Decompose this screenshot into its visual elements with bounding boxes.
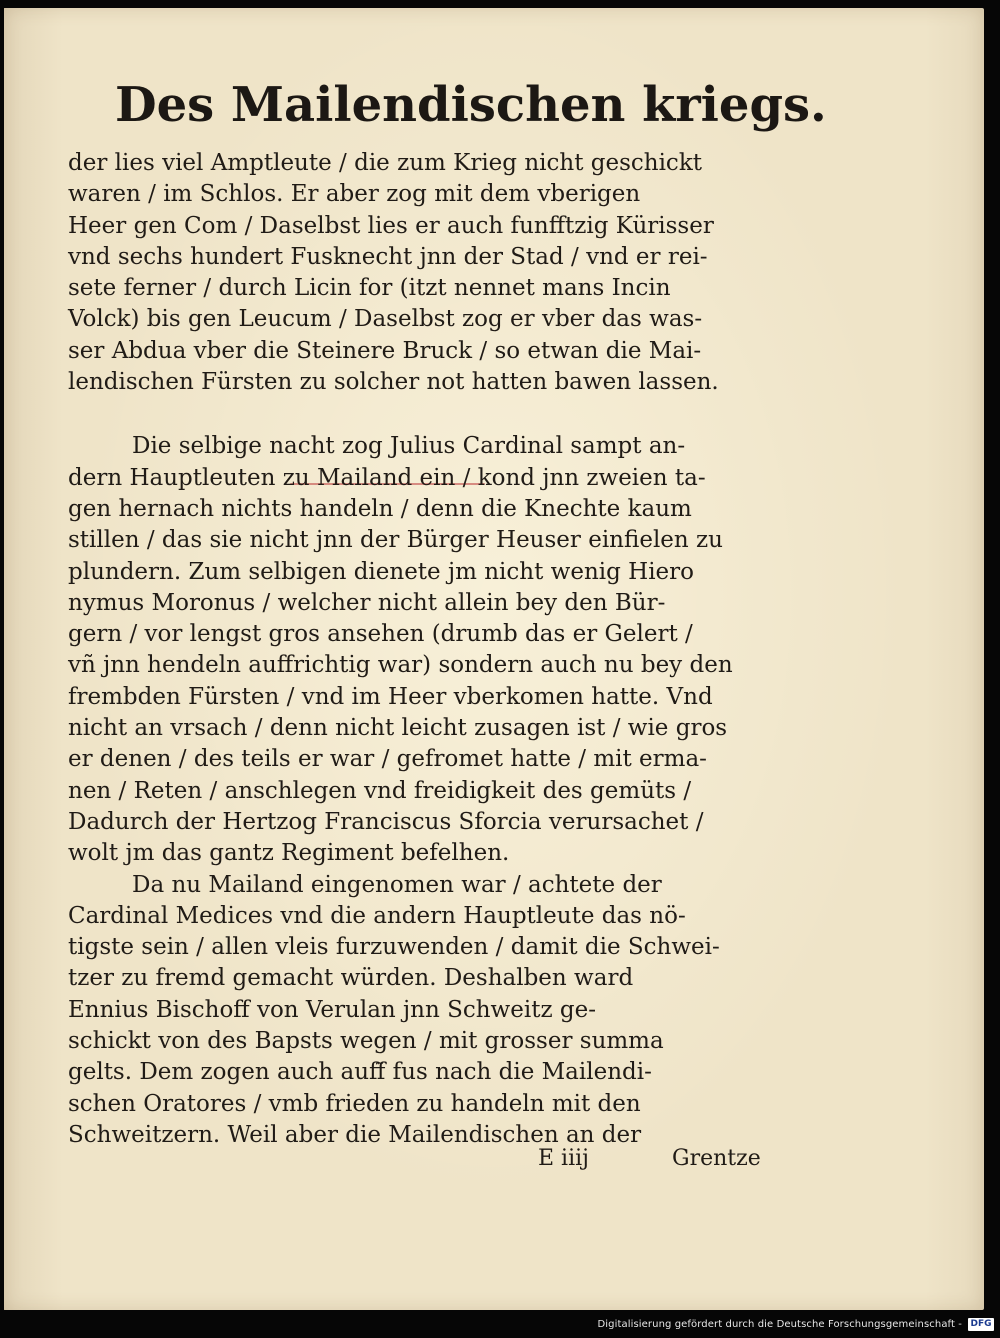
paragraph-2 bbox=[68, 431, 780, 869]
signature-mark: E iiij bbox=[538, 1146, 589, 1171]
catchword: Grentze bbox=[672, 1146, 761, 1171]
text-line: nen / Reten / anschlegen vnd freidigkeit des gemüts / bbox=[68, 777, 692, 804]
dfg-logo-icon: DFG bbox=[968, 1318, 994, 1331]
text-line: Da nu Mailand eingenomen war / achtete der bbox=[132, 871, 662, 898]
text-line: lendischen Fürsten zu solcher not hatten bawen lassen. bbox=[68, 369, 719, 396]
text-line: Cardinal Medices vnd die andern Hauptleute das nö- bbox=[68, 902, 686, 929]
body-text bbox=[68, 148, 780, 1151]
text-line: nicht an vrsach / denn nicht leicht zusagen ist / wie gros bbox=[68, 715, 728, 742]
text-line: waren / im Schlos. Er aber zog mit dem vberigen bbox=[68, 181, 641, 208]
text-line: Dadurch der Hertzog Franciscus Sforcia verursachet / bbox=[68, 808, 704, 835]
catchline bbox=[0, 1146, 1000, 1180]
paragraph-1 bbox=[68, 148, 780, 398]
text-line: stillen / das sie nicht jnn der Bürger Heuser einfielen zu bbox=[68, 527, 723, 554]
text-line: gelts. Dem zogen auch auff̃ fus nach die Mailendi- bbox=[68, 1059, 652, 1086]
text-line: wolt jm das gantz Regiment befelhen. bbox=[68, 840, 510, 867]
text-line: der lies viel Amptleute / die zum Krieg nicht geschickt bbox=[68, 150, 702, 176]
text-line: dern Hauptleuten zu Mailand ein / kond jnn zweien ta- bbox=[68, 464, 706, 491]
text-line: vnd sechs hundert Fusknecht jnn der Stad / vnd er rei- bbox=[68, 243, 708, 270]
text-line: schen Oratores / vmb frieden zu handeln mit den bbox=[68, 1090, 641, 1117]
text-line: vñ jnn hendeln auffrichtig war) sondern auch nu bey den bbox=[68, 652, 733, 679]
text-line: Volck) bis gen Leucum / Daselbst zog er vber das was- bbox=[68, 306, 703, 333]
text-line: Schweitzern. Weil aber die Mailendischen an der bbox=[68, 1121, 642, 1148]
text-line: plundern. Zum selbigen dienete jm nicht wenig Hiero bbox=[68, 558, 695, 585]
text-line: ser Abdua vber die Steinere Bruck / so etwan die Mai- bbox=[68, 337, 702, 364]
text-line: schickt von des Bapsts wegen / mit grosser summa bbox=[68, 1028, 664, 1055]
text-line: Ennius Bischoff von Verulan jnn Schweitz ge- bbox=[68, 996, 596, 1023]
text-line: Die selbige nacht zog Julius Cardinal sampt an- bbox=[132, 433, 686, 460]
funding-credit: Digitalisierung gefördert durch die Deutsche Forschungsgemeinschaft - bbox=[597, 1319, 962, 1330]
text-line: tigste sein / allen vleis furzuwenden / damit die Schwei- bbox=[68, 934, 720, 961]
text-line: tzer zu fremd gemacht würden. Deshalben ward bbox=[68, 965, 634, 992]
running-head: Des Mailendischen kriegs. bbox=[115, 77, 827, 133]
text-line: gen hernach nichts handeln / denn die Knechte kaum bbox=[68, 495, 692, 522]
paragraph-gap bbox=[68, 398, 780, 431]
text-line: er denen / des teils er war / gefromet hatte / mit erma- bbox=[68, 746, 707, 773]
text-line: frembden Fürsten / vnd im Heer vberkomen hatte. Vnd bbox=[68, 683, 713, 710]
text-line: Heer gen Com / Daselbst lies er auch funfftzig Kürisser bbox=[68, 212, 714, 239]
text-line: sete ferner / durch Licin for (itzt nennet mans Incin bbox=[68, 275, 671, 302]
text-line: nymus Moronus / welcher nicht allein bey den Bür- bbox=[68, 589, 666, 616]
paragraph-3 bbox=[68, 870, 780, 1152]
text-line: gern / vor lengst gros ansehen (drumb das er Gelert / bbox=[68, 621, 693, 648]
